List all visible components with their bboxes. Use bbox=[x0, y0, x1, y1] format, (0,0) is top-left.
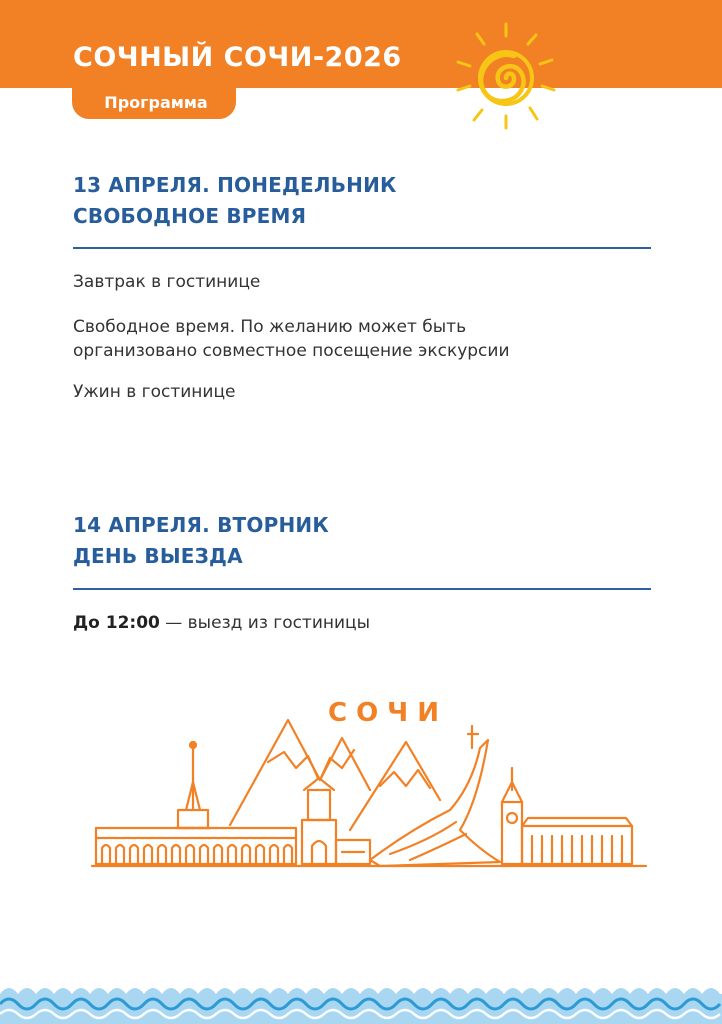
day1-title: СВОБОДНОЕ ВРЕМЯ bbox=[73, 204, 307, 228]
day1-item-breakfast: Завтрак в гостинице bbox=[73, 272, 261, 292]
sochi-skyline-illustration bbox=[80, 690, 660, 880]
day1-item-free-time-line1: Свободное время. По желанию может быть bbox=[73, 317, 467, 337]
checkout-text: — выезд из гостиницы bbox=[159, 613, 371, 633]
day1-date: 13 АПРЕЛЯ. ПОНЕДЕЛЬНИК bbox=[73, 173, 397, 197]
program-badge bbox=[72, 86, 236, 119]
city-label: СОЧИ bbox=[328, 698, 448, 728]
day2-title: ДЕНЬ ВЫЕЗДА bbox=[73, 544, 243, 568]
checkout-time: До 12:00 bbox=[73, 613, 160, 633]
day1-item-free-time-line2: организовано совместное посещение экскурсии bbox=[73, 341, 510, 361]
waves-decoration bbox=[0, 974, 722, 1024]
sun-icon bbox=[440, 16, 560, 136]
page-title: СОЧНЫЙ СОЧИ-2026 bbox=[73, 42, 402, 73]
day1-heading bbox=[73, 170, 397, 232]
day2-heading bbox=[73, 510, 329, 572]
day1-divider bbox=[73, 247, 651, 249]
day2-divider bbox=[73, 588, 651, 590]
day1-item-dinner: Ужин в гостинице bbox=[73, 382, 236, 402]
day2-item-checkout bbox=[73, 611, 370, 635]
program-label: Программа bbox=[104, 93, 208, 112]
day2-date: 14 АПРЕЛЯ. ВТОРНИК bbox=[73, 513, 329, 537]
